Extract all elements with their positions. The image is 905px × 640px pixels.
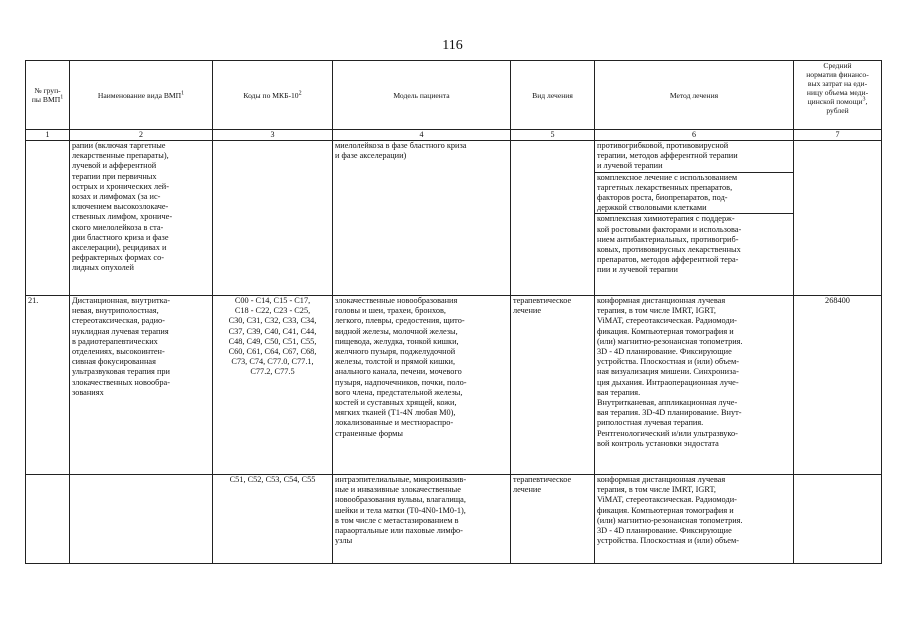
column-number: 1 bbox=[26, 130, 70, 141]
header-group-number: № груп- пы ВМП$^1$ bbox=[26, 61, 70, 130]
header-patient-model: Модель пациента bbox=[333, 61, 511, 130]
column-number: 4 bbox=[333, 130, 511, 141]
column-number: 7 bbox=[794, 130, 882, 141]
page-number: 116 bbox=[442, 38, 463, 53]
column-number-row bbox=[26, 130, 882, 141]
table-row bbox=[26, 475, 882, 564]
column-number: 6 bbox=[595, 130, 794, 141]
header-icd-codes: Коды по МКБ-$10^2$ bbox=[213, 61, 333, 130]
vmp-name-cell: Дистанционная, внутритка- невая, внутриполостная, стереотаксическая, радио- нуклидная лучевая терапия в радиотерапевтических отделениях, высокоинтен- сивная фокусированная ультразвуковая терапия при злокачественных новообра- зованиях bbox=[70, 296, 213, 475]
header-treatment-method: Метод лечения bbox=[595, 61, 794, 130]
column-number: 3 bbox=[213, 130, 333, 141]
icd-codes-cell: C51, C52, C53, C54, C55 bbox=[213, 475, 333, 564]
patient-model-cell: злокачественные новообразования головы и шеи, трахеи, бронхов, легкого, плевры, средостения, щито- видной железы, молочной железы, пищевода, желудка, тонкой кишки, желчного пузыря, поджелудочной железы, толстой и прямой кишки, анального канала, печени, мочевого пузыря, надпочечников, почки, поло- вого члена, предстательной железы, костей и суставных хрящей, кожи, мягких тканей (T1-4N любая M0), локализованные и местнораспро- страненные формы bbox=[333, 296, 511, 475]
patient-model-cell: миелолейкоза в фазе бластного криза и фазе акселерации) bbox=[333, 141, 511, 296]
table-row bbox=[26, 141, 882, 296]
header-treatment-type: Вид лечения bbox=[511, 61, 595, 130]
vmp-name-cell bbox=[70, 475, 213, 564]
treatment-method-cell bbox=[595, 475, 794, 564]
average-cost-cell bbox=[794, 475, 882, 564]
group-number-cell bbox=[26, 475, 70, 564]
treatment-method-item: комплексная химиотерапия с поддерж- кой ростовыми факторами и использова- нием антибактериальных, противогриб- ковых, противовирусных лекарственных препаратов, методов афферентной тера- пии и лучевой терапии bbox=[597, 214, 742, 275]
treatment-type-cell: терапевтическое лечение bbox=[511, 296, 595, 475]
treatment-method-item: противогрибковой, противовирусной терапии, методов афферентной терапии и лучевой терапии bbox=[595, 141, 793, 173]
group-number-cell: 21. bbox=[26, 296, 70, 475]
column-number: 5 bbox=[511, 130, 595, 141]
treatment-method-item: конформная дистанционная лучевая терапия, в том числе IMRT, IGRT, ViMAT, стереотаксическая. Радиомоди- фикация. Компьютерная томография и (или) магнитно-резонансная топометрия. 3D - 4D планирование. Фиксирующие устройства. Плоскостная и (или) объем- ная визуализация мишени. Синхрониза- ция дыхания. Интраоперационная луче- вая терапия. Внутритканевая, аппликационная луче- вая терапия. 3D-4D планирование. Внут- риполостная лучевая терапия. Рентгенологический и/или ультразвуко- вой контроль установки эндостата bbox=[597, 296, 743, 448]
treatment-method-item: конформная дистанционная лучевая терапия, в том числе IMRT, IGRT, ViMAT, стереотаксическая. Радиомоди- фикация. Компьютерная томография и (или) магнитно-резонансная топометрия. 3D - 4D планирование. Фиксирующие устройства. Плоскостная и (или) объем- bbox=[597, 475, 743, 546]
header-average-cost: Средний норматив финансо- вых затрат на еди- ницу объема меди- цинской помощи$^3$, рублей bbox=[794, 61, 882, 130]
average-cost-cell: 268400 bbox=[794, 296, 882, 475]
treatment-method-item: комплексное лечение с использованием таргетных лекарственных препаратов, факторов роста, биопрепаратов, под- держкой стволовыми клетками bbox=[595, 173, 793, 215]
average-cost-cell bbox=[794, 141, 882, 296]
treatment-type-cell bbox=[511, 141, 595, 296]
group-number-cell bbox=[26, 141, 70, 296]
vmp-table bbox=[25, 60, 882, 564]
icd-codes-cell: C00 - C14, C15 - C17, C18 - C22, C23 - C25, C30, C31, C32, C33, C34, C37, C39, C40, C41, C44, C48, C49, C50, C51, C55, C60, C61, C64, C67, C68, C73, C74, C77.0, C77.1, C77.2, C77.5 bbox=[213, 296, 333, 475]
column-number: 2 bbox=[70, 130, 213, 141]
header-vmp-name: Наименование вида ВМП$^1$ bbox=[70, 61, 213, 130]
vmp-name-cell: рапии (включая таргетные лекарственные препараты), лучевой и афферентной терапии при первичных острых и хронических лей- козах и лимфомах (за ис- ключением высокозлокаче- ственных лимфом, хрониче- ского миелолейкоза в ста- дии бластного криза и фазе акселерации), рецидивах и рефрактерных формах со- лидных опухолей bbox=[70, 141, 213, 296]
icd-codes-cell bbox=[213, 141, 333, 296]
patient-model-cell: интраэпителиальные, микроинвазив- ные и инвазивные злокачественные новообразования вульвы, влагалища, шейки и тела матки (T0-4N0-1M0-1), в том числе с метастазированием в параортальные или паховые лимфо- узлы bbox=[333, 475, 511, 564]
treatment-method-cell bbox=[595, 296, 794, 475]
treatment-type-cell: терапевтическое лечение bbox=[511, 475, 595, 564]
header-row bbox=[26, 61, 882, 130]
table-row bbox=[26, 296, 882, 475]
treatment-method-cell bbox=[595, 141, 794, 296]
